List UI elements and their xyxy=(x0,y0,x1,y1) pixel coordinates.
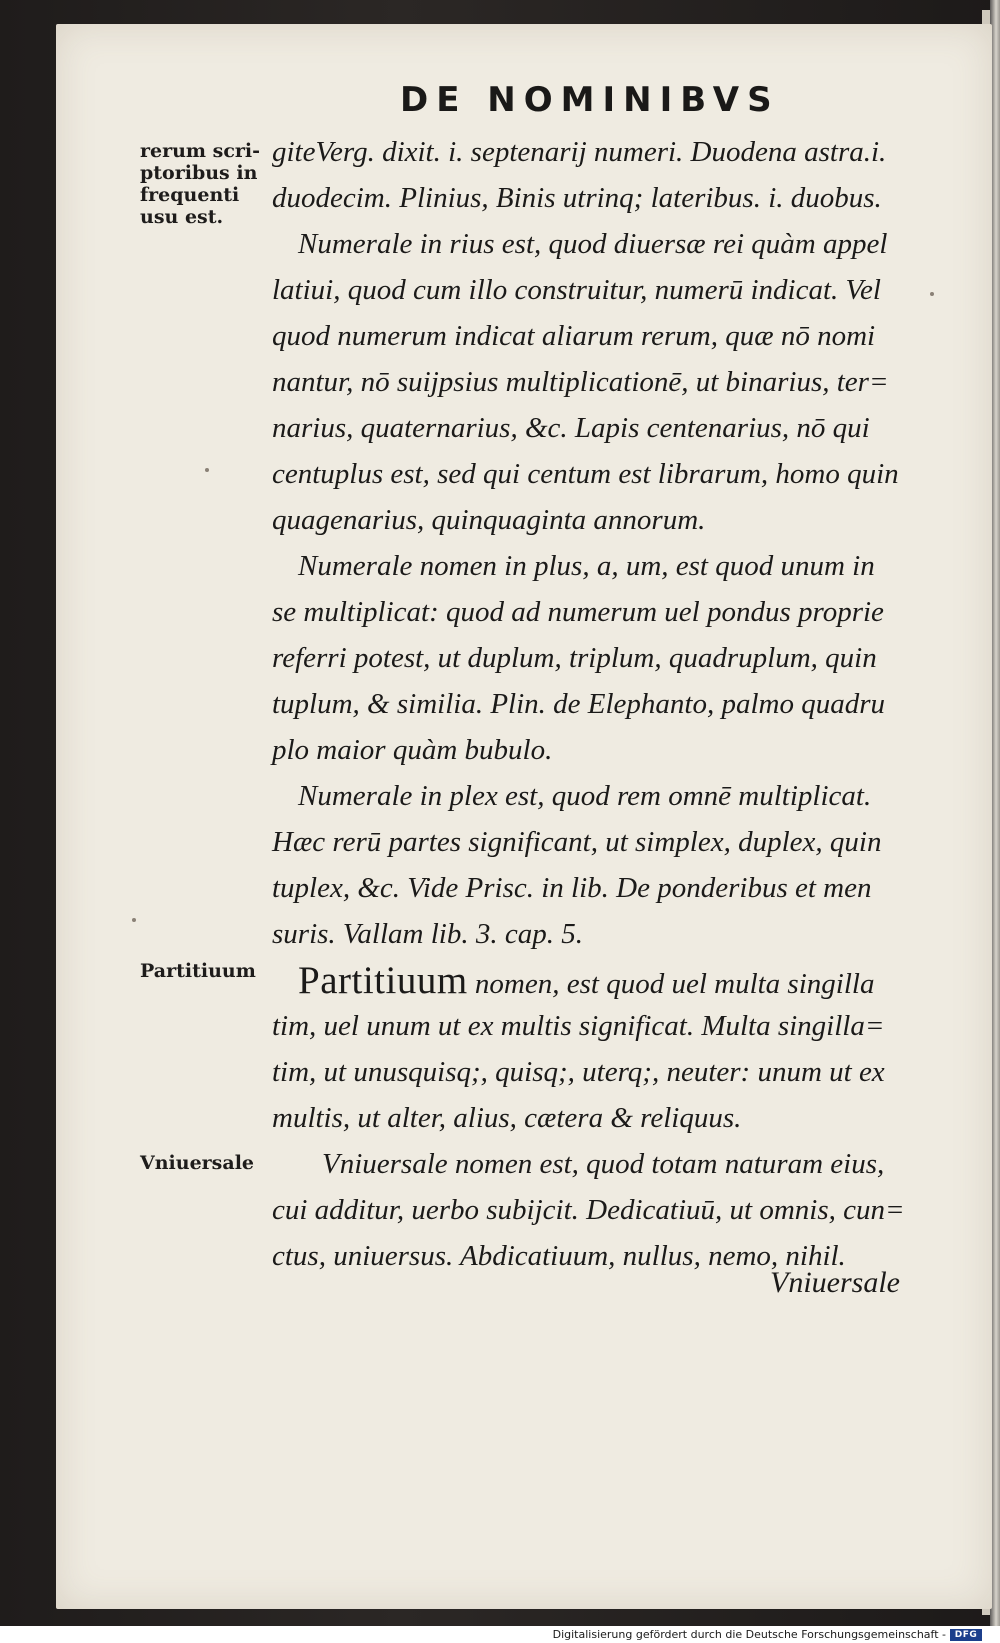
margin-note-vniuersale: Vniuersale xyxy=(140,1152,254,1174)
text-line: narius, quaternarius, &c. Lapis centenarius, nō qui xyxy=(272,412,870,444)
text-line: tuplum, & similia. Plin. de Elephanto, palmo quadru xyxy=(272,688,886,720)
text-line: Vniuersale nomen est, quod totam naturam eius, xyxy=(322,1148,885,1180)
text-line: cui additur, uerbo subijcit. Dedicatiuū, ut omnis, cun= xyxy=(272,1194,905,1226)
text-line: suris. Vallam lib. 3. cap. 5. xyxy=(272,918,583,950)
margin-note-partitiuum: Partitiuum xyxy=(140,960,256,982)
text-line: quod numerum indicat aliarum rerum, quæ nō nomi xyxy=(272,320,876,352)
catchword: Vniuersale xyxy=(770,1266,900,1299)
margin-note-rerum: rerum scri- ptoribus in frequenti usu est. xyxy=(140,140,261,228)
text-line: latiui, quod cum illo construitur, numerū indicat. Vel xyxy=(272,274,881,306)
text-line: referri potest, ut duplum, triplum, quadruplum, quin xyxy=(272,642,877,674)
text-line: tim, ut unusquisq;, quisq;, uterq;, neuter: unum ut ex xyxy=(272,1056,885,1088)
text-line: Numerale in plex est, quod rem omnē multiplicat. xyxy=(298,780,872,812)
running-title: DE NOMINIBVS xyxy=(400,80,780,120)
text-line: se multiplicat: quod ad numerum uel pondus proprie xyxy=(272,596,884,628)
text-line: nantur, nō suijpsius multiplicationē, ut binarius, ter= xyxy=(272,366,889,398)
text-line: duodecim. Plinius, Binis utrinq; lateribus. i. duobus. xyxy=(272,182,882,214)
funding-note: Digitalisierung gefördert durch die Deutsche Forschungsgemeinschaft - xyxy=(552,1628,946,1641)
text-line: quagenarius, quinquaginta annorum. xyxy=(272,504,706,536)
ink-speck xyxy=(205,468,209,472)
text-line-partitiuum xyxy=(298,958,874,1003)
dfg-logo: DFG xyxy=(950,1629,982,1641)
text-line: Hæc rerū partes significant, ut simplex, duplex, quin xyxy=(272,826,882,858)
partitiuum-initial: Partitiuum xyxy=(298,959,468,1002)
text-line: Numerale in rius est, quod diuersæ rei quàm appel xyxy=(298,228,888,260)
book-page xyxy=(56,24,992,1609)
text-line: tim, uel unum ut ex multis significat. Multa singilla= xyxy=(272,1010,885,1042)
ink-speck xyxy=(132,918,136,922)
text-line: plo maior quàm bubulo. xyxy=(272,734,553,766)
partitiuum-definition: nomen, est quod uel multa singilla xyxy=(474,968,875,1000)
text-line: centuplus est, sed qui centum est librarum, homo quin xyxy=(272,458,899,490)
text-line: giteVerg. dixit. i. septenarij numeri. Duodena astra.i. xyxy=(272,136,887,168)
text-line: tuplex, &c. Vide Prisc. in lib. De ponderibus et men xyxy=(272,872,872,904)
ink-speck xyxy=(930,292,934,296)
text-line: ctus, uniuersus. Abdicatiuum, nullus, nemo, nihil. xyxy=(272,1240,846,1272)
text-line: Numerale nomen in plus, a, um, est quod unum in xyxy=(298,550,875,582)
text-line: multis, ut alter, alius, cætera & reliquus. xyxy=(272,1102,742,1134)
